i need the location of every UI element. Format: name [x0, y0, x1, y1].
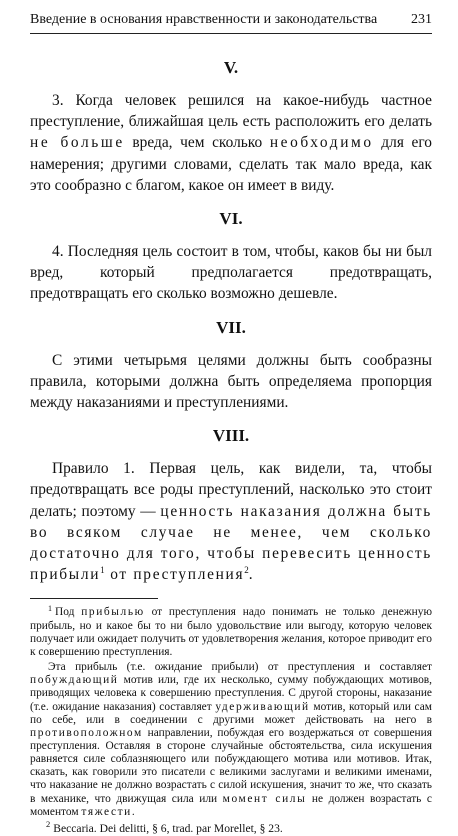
footnote-ref-1[interactable]: 1 — [100, 565, 105, 576]
footnote-ref-2[interactable]: 2 — [244, 565, 249, 576]
section-viii-paragraph: Правило 1. Первая цель, как видели, та, чтобы предотвращать все роды преступлений, насколько это стоит делать; поэтому — ценность наказания должна быть во всяком случае не менее, чем сколько достаточно для того, чтобы перевесить ценность прибыли$^1$ от преступления$^2$. — [30, 460, 432, 584]
footnote-mark-2: 2 — [46, 819, 51, 830]
emphasis-spaced: ценность наказания должна быть во всяком случае не менее, чем сколько достаточно для того, чтобы перевесить ценность прибыли — [30, 502, 432, 584]
section-v-paragraph: 3. Когда человек решился на какое-нибудь частное преступление, ближайшая цель есть расположить его делать не больше вреда, чем сколько необходимо для его намерения; другими словами, сделать так мало вреда, как это сообразно с благом, какое он имеет в виду. — [30, 92, 432, 194]
footnote-divider — [30, 598, 158, 599]
running-head — [30, 11, 432, 34]
emphasis-spaced: не больше — [30, 134, 125, 152]
section-vi-paragraph: 4. Последняя цель состоит в том, чтобы, каков бы ни был вред, который предполагается предотвращать, предотвращать его сколько возможно дешевле. — [30, 243, 432, 303]
footnote-1: $^1$ Под прибылью от преступления надо понимать не только денежную прибыль, но и какое бы то ни было удовольствие или выгоду, которую человек получает или ожидает получить от удовлетворения желания, которое приводит его к совершению преступления. — [30, 603, 432, 658]
section-number-v: V. — [223, 58, 239, 77]
section-number-vi: VI. — [219, 209, 243, 229]
section-number-vii: VII. — [216, 317, 246, 337]
page-body — [30, 58, 432, 836]
emphasis-spaced: необходимо — [269, 134, 374, 152]
section-vii-paragraph: С этими четырьмя целями должны быть сообразны правила, которыми должна быть определяема пропорция между наказаниями и преступлениями. — [30, 351, 432, 412]
page-number: 231 — [411, 12, 432, 27]
footnote-2: $^2$ Beccaria. Dei delitti, § 6, trad. par Morellet, § 23. — [46, 819, 283, 835]
running-head-title: Введение в основания нравственности и законодательства — [30, 12, 378, 27]
section-number-viii: VIII. — [212, 426, 250, 446]
emphasis-spaced: от преступления — [104, 566, 245, 584]
footnote-mark-1: 1 — [48, 603, 52, 613]
footnote-1-continued: Эта прибыль (т.е. ожидание прибыли) от преступления и составляет побуждающий мотив или, где их несколько, сумму побуждающих мотивов, приводящих человека к совершению преступления. С другой стороны, наказание (т.е. ожидание наказания) составляет удерживающий мотив, который или сам по себе, или в соединении с другими может действовать на него в противоположном направлении, побуждая его воздержаться от совершения преступления. Оставляя в стороне случайные обстоятельства, сила искушения равняется силе соблазняющего или побуждающего мотива или мотивов. Итак, сказать, как говорили это писатели с великими заслугами и великими именами, что наказание не должно возрастать с силой искушения, значит то же, что сказать в механике, что движущая сила или момент силы не должен возрастать с моментом тяжести. — [30, 661, 432, 818]
